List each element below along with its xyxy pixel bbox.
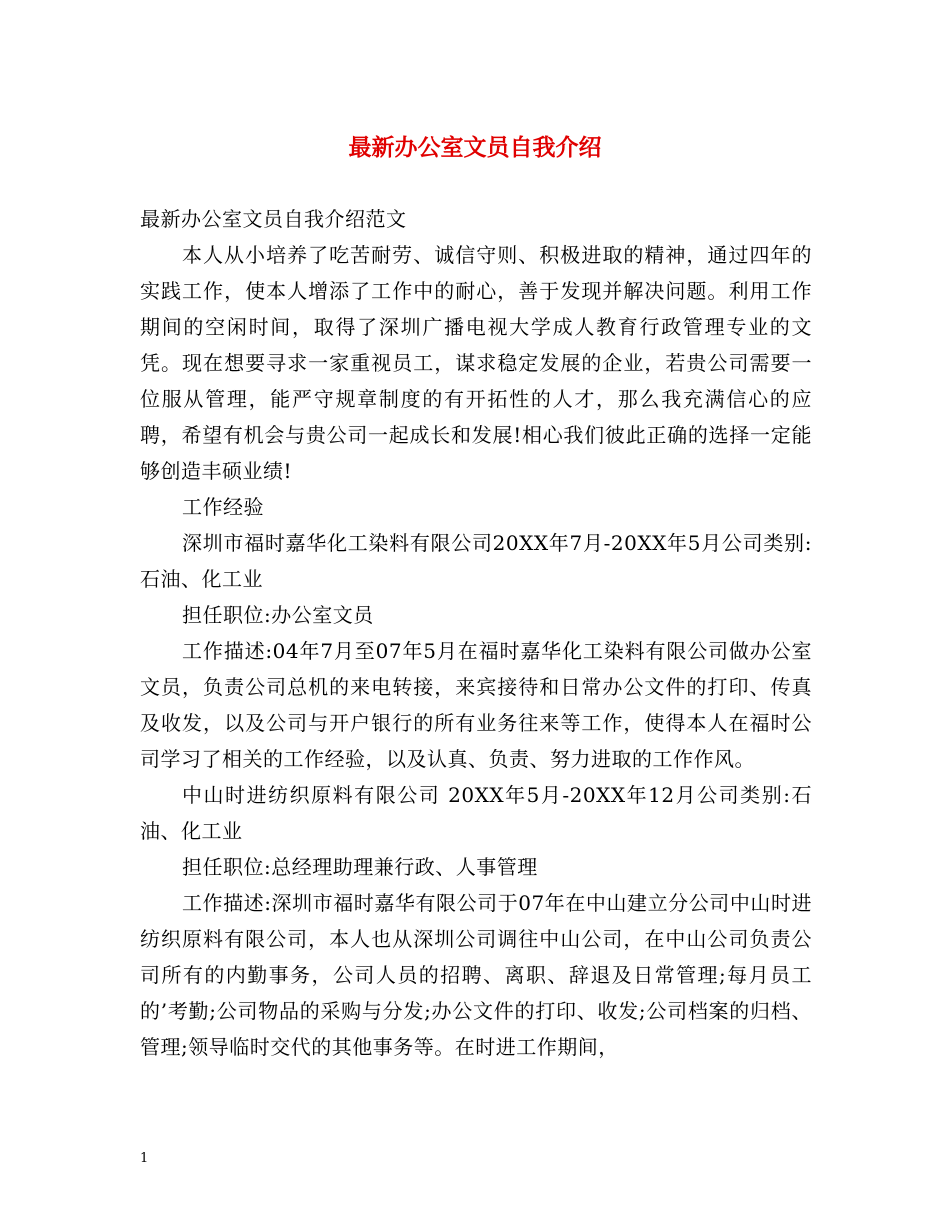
- document-subtitle: 最新办公室文员自我介绍范文: [140, 207, 407, 231]
- page-number: 1: [140, 1151, 149, 1166]
- paragraph-description-2: 工作描述:深圳市福时嘉华有限公司于07年在中山建立分公司中山时进纺织原料有限公司，本人也从深圳公司调往中山公司，在中山公司负责公司所有的内勤事务，公司人员的招聘、离职、辞退及日常管理;每月员工的’考勤;公司物品的采购与分发;办公文件的打印、收发;公司档案的归档、管理;领导临时交代的其他事务等。在时进工作期间，: [140, 891, 812, 1059]
- paragraph-position-1: 担任职位:办公室文员: [182, 603, 374, 627]
- paragraph-company-2: 中山时进纺织原料有限公司 20XX年5月-20XX年12月公司类别:石油、化工业: [140, 783, 812, 843]
- paragraph-description-1: 工作描述:04年7月至07年5月在福时嘉华化工染料有限公司做办公室文员，负责公司总机的来电转接，来宾接待和日常办公文件的打印、传真及收发，以及公司与开户银行的所有业务往来等工作，使得本人在福时公司学习了相关的工作经验，以及认真、负责、努力进取的工作作风。: [140, 639, 812, 771]
- paragraph-position-2: 担任职位:总经理助理兼行政、人事管理: [182, 855, 538, 879]
- document-title: 最新办公室文员自我介绍: [348, 135, 602, 161]
- document-body: [140, 201, 812, 1065]
- paragraph-self-intro: 本人从小培养了吃苦耐劳、诚信守则、积极进取的精神，通过四年的实践工作，使本人增添了工作中的耐心，善于发现并解决问题。利用工作期间的空闲时间，取得了深圳广播电视大学成人教育行政管理专业的文凭。现在想要寻求一家重视员工，谋求稳定发展的企业，若贵公司需要一位服从管理，能严守规章制度的有开拓性的人才，那么我充满信心的应聘，希望有机会与贵公司一起成长和发展!相心我们彼此正确的选择一定能够创造丰硕业绩!: [140, 243, 812, 483]
- paragraph-company-1: 深圳市福时嘉华化工染料有限公司20XX年7月-20XX年5月公司类别:石油、化工业: [140, 531, 812, 591]
- section-heading-work-experience: 工作经验: [182, 495, 264, 519]
